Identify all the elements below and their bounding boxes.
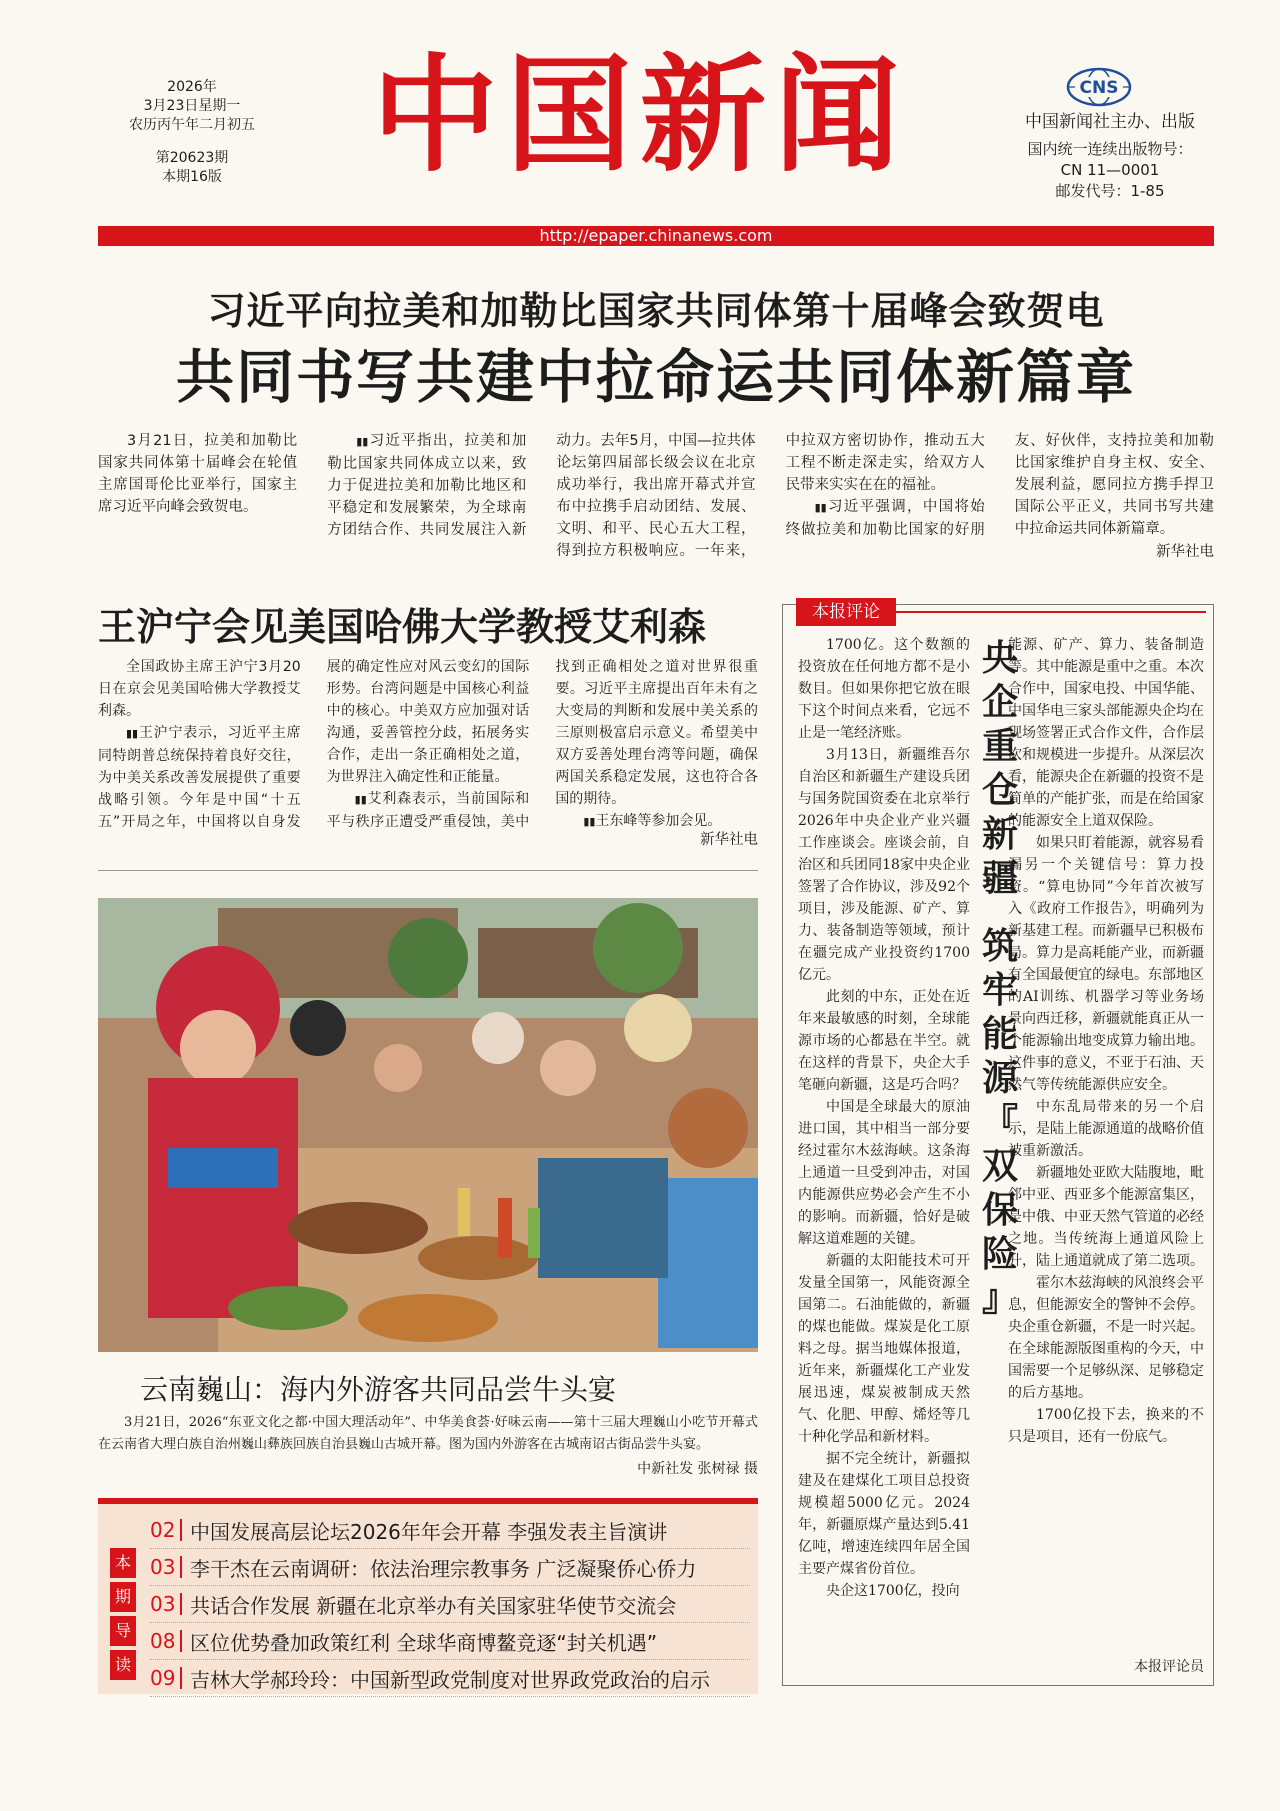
commentary-tag: 本报评论 xyxy=(796,598,896,626)
lead-paragraph: ▮▮ 习近平强调，中国将始终做拉美和加勒比国家的好朋友、好伙伴，支持拉美和加勒比国家维护自身主权、安全、发展利益，愿同拉方携手捍卫国际公平正义，共同书写共建中拉命运共同体新篇章。 xyxy=(786,430,1214,562)
guide-title: 区位优势叠加政策红利 全球华商博鳌竞逐“封关机遇” xyxy=(190,1630,658,1655)
guide-title: 吉林大学郝玲玲：中国新型政党制度对世界政党政治的启示 xyxy=(190,1667,710,1692)
commentary-paragraph: 1700亿投下去，换来的不只是项目，还有一份底气。 xyxy=(1008,1407,1204,1445)
guide-label-char: 导 xyxy=(110,1616,136,1646)
commentary-title-char: 疆 xyxy=(981,857,1018,899)
commentary-column-2 xyxy=(1008,634,1204,1670)
guide-label-char: 本 xyxy=(110,1548,136,1578)
date-year: 2026年 xyxy=(167,79,217,95)
guide-page: 03 xyxy=(150,1592,176,1616)
commentary-title-char: 』 xyxy=(981,1277,1018,1319)
lead-paragraph: ▮▮ 习近平指出，拉美和加勒比国家共同体成立以来，致力于促进拉美和加勒比地区和平稳定和发展繁荣，为全球南方团结合作、共同发展注入新动力。去年5月，中国—拉共体论坛第四届部长级会议在北京成功举行，我出席开幕式并宣布中拉携手启动团结、发展、文明、和平、民心五大工程，得到拉方积极响应。一年来，中拉双方密切协作，推动五大工程不断走深走实，给双方人民带来实实在在的福祉。 xyxy=(327,430,985,562)
second-article-body xyxy=(98,656,758,854)
commentary-paragraph: 新疆的太阳能技术可开发量全国第一，风能资源全国第二。石油能做的，新疆的煤也能做。煤炭是化工原料之母。据当地媒体报道，近年来，新疆煤化工产业发展迅速，煤炭被制成天然气、化肥、甲醇、烯烃等几十种化学品和新材料。 xyxy=(798,1253,970,1445)
guide-page: 09 xyxy=(150,1666,176,1690)
commentary-byline: 本报评论员 xyxy=(1134,1659,1204,1675)
commentary-paragraph: 中国是全球最大的原油进口国，其中相当一部分要经过霍尔木兹海峡。这条海上通道一旦受到冲击，对国内能源供应势必会产生不小的影响。而新疆，恰好是破解这道难题的关键。 xyxy=(798,1099,970,1247)
photo-credit: 中新社发 张树禄 摄 xyxy=(637,1461,758,1477)
commentary-tag-line xyxy=(896,611,1206,613)
second-paragraph: 全国政协主席王沪宁3月20日在京会见美国哈佛大学教授艾利森。 xyxy=(98,659,301,719)
commentary-title-char: 双 xyxy=(981,1145,1018,1187)
second-byline: 新华社电 xyxy=(700,832,758,848)
lead-article-body xyxy=(98,430,1214,562)
cns-logo xyxy=(1065,66,1133,108)
section-divider xyxy=(98,870,758,871)
guide-item[interactable] xyxy=(150,1512,750,1549)
commentary-paragraph: 中东乱局带来的另一个启示，是陆上能源通道的战略价值被重新激活。 xyxy=(1008,1099,1204,1159)
lead-headline: 共同书写共建中拉命运共同体新篇章 xyxy=(175,343,1136,411)
commentary-paragraph: 新疆地处亚欧大陆腹地，毗邻中亚、西亚多个能源富集区，是中俄、中亚天然气管道的必经之地。当传统海上通道风险上升，陆上通道就成了第二选项。 xyxy=(1008,1165,1204,1269)
commentary-title-char: 企 xyxy=(981,681,1018,723)
news-photo xyxy=(98,898,758,1352)
commentary-paragraph: 如果只盯着能源，就容易看漏另一个关键信号：算力投资。“算电协同”今年首次被写入《政府工作报告》，明确列为新基建工程。而新疆早已积极布局。算力是高耗能产业，而新疆有全国最便宜的绿电。东部地区的AI训练、机器学习等业务场景向西迁移，新疆就能真正从一个能源输出地变成算力输出地。这件事的意义，不亚于石油、天然气等传统能源供应安全。 xyxy=(1008,835,1204,1093)
lead-byline: 新华社电 xyxy=(1156,544,1214,560)
commentary-title-char: 保 xyxy=(981,1189,1018,1231)
commentary-paragraph: 1700亿。这个数额的投资放在任何地方都不是小数目。但如果你把它放在眼下这个时间点来看，它远不止是一笔经济账。 xyxy=(798,637,970,741)
publisher-block xyxy=(990,112,1230,202)
commentary-paragraph: 据不完全统计，新疆拟建及在建煤化工项目总投资规模超5000亿元。2024年，新疆原煤产量达到5.41亿吨，增速连续四年居全国主要产煤省份首位。 xyxy=(798,1451,970,1577)
date-day: 3月23日星期一 xyxy=(143,98,241,114)
serial-label: 国内统一连续出版物号： xyxy=(1027,140,1193,158)
second-paragraph: ▮▮ 王东峰等参加会见。 xyxy=(555,810,758,833)
guide-page: 08 xyxy=(150,1629,176,1653)
commentary-title-char: 能 xyxy=(981,1013,1018,1055)
guide-label-char: 期 xyxy=(110,1582,136,1612)
guide-item[interactable] xyxy=(150,1586,750,1623)
commentary-title-char: 新 xyxy=(981,813,1018,855)
second-paragraph: ▮▮ 艾利森表示，当前国际和平与秩序正遭受严重侵蚀，美中找到正确相处之道对世界很重要。习近平主席提出百年未有之大变局的判断和发展中美关系的三原则极富启示意义。希望美中双方妥善处理台湾等问题，确保两国关系稳定发展，这也符合各国的期待。 xyxy=(327,656,758,854)
guide-page: 03 xyxy=(150,1555,176,1579)
issue-number: 第20623期 xyxy=(155,150,229,166)
guide-label xyxy=(110,1548,136,1684)
newspaper-title: 中国新闻 xyxy=(372,41,908,189)
commentary-paragraph: 央企这1700亿，投向 xyxy=(826,1583,960,1599)
second-paragraph: ▮▮ 王沪宁表示，习近平主席同特朗普总统保持着良好交往，为中美关系改善发展提供了重要战略引领。今年是中国“十五五”开局之年，中国将以自身发展的确定性应对风云变幻的国际形势。台湾问题是中国核心利益中的核心。中美双方应加强对话沟通，妥善管控分歧，拓展务实合作，走出一条正确相处之道，为世界注入确定性和正能量。 xyxy=(98,656,529,854)
date-lunar: 农历丙午年二月初五 xyxy=(129,117,255,133)
commentary-title-char: 源 xyxy=(981,1057,1018,1099)
commentary-title-char: 『 xyxy=(981,1101,1018,1143)
cns-logo-text: CNS xyxy=(1079,78,1119,98)
second-headline: 王沪宁会见美国哈佛大学教授艾利森 xyxy=(98,604,707,649)
publisher: 中国新闻社主办、出版 xyxy=(1025,112,1195,132)
guide-label-char: 读 xyxy=(110,1650,136,1680)
commentary-paragraph: 能源、矿产、算力、装备制造等。其中能源是重中之重。本次合作中，国家电投、中国华能、中国华电三家头部能源央企均在现场签署正式合作文件，合作层次和规模进一步提升。从深层次看，能源央企在新疆的投资不是简单的产能扩张，而是在给国家的能源安全上道双保险。 xyxy=(1008,637,1204,829)
commentary-title-char: 筑 xyxy=(981,925,1018,967)
guide-list xyxy=(150,1512,750,1697)
serial-number: CN 11—0001 xyxy=(1060,161,1160,179)
guide-title: 李干杰在云南调研：依法治理宗教事务 广泛凝聚侨心侨力 xyxy=(190,1556,697,1581)
commentary-title-char: 央 xyxy=(981,637,1018,679)
guide-item[interactable] xyxy=(150,1623,750,1660)
commentary-paragraph: 3月13日，新疆维吾尔自治区和新疆生产建设兵团与国务院国资委在北京举行2026年中央企业产业兴疆工作座谈会。座谈会前，自治区和兵团同18家中央企业签署了合作协议，涉及92个项目，涉及能源、矿产、算力、装备制造等领域，预计在疆完成产业投资约1700亿元。 xyxy=(798,747,970,983)
url-link[interactable]: http://epaper.chinanews.com xyxy=(539,226,773,245)
commentary-title-char: 险 xyxy=(981,1233,1018,1275)
date-block xyxy=(92,78,292,187)
lead-kicker: 习近平向拉美和加勒比国家共同体第十届峰会致贺电 xyxy=(207,288,1105,333)
guide-title: 共话合作发展 新疆在北京举办有关国家驻华使节交流会 xyxy=(190,1593,677,1618)
commentary-paragraph: 此刻的中东，正处在近年来最敏感的时刻，全球能源市场的心都悬在半空。就在这样的背景下，央企大手笔砸向新疆，这是巧合吗？ xyxy=(798,989,970,1093)
lead-paragraph: 3月21日，拉美和加勒比国家共同体第十届峰会在轮值主席国哥伦比亚举行，国家主席习近平向峰会致贺电。 xyxy=(98,433,298,515)
commentary-title-char: 重 xyxy=(981,725,1018,767)
postal-code: 邮发代号：1-85 xyxy=(1055,182,1165,200)
guide-page: 02 xyxy=(150,1518,176,1542)
issue-pages: 本期16版 xyxy=(162,169,222,185)
photo-caption-title: 云南巍山：海内外游客共同品尝牛头宴 xyxy=(140,1373,617,1406)
photo-caption-text: 3月21日，2026“东亚文化之都·中国大理活动年”、中华美食荟·好味云南——第十三届大理巍山小吃节开幕式在云南省大理白族自治州巍山彝族回族自治县巍山古城开幕。图为国内外游客在古城南诏古街品尝牛头宴。 xyxy=(98,1415,758,1452)
guide-item[interactable] xyxy=(150,1549,750,1586)
commentary-paragraph: 霍尔木兹海峡的风浪终会平息，但能源安全的警钟不会停。央企重仓新疆，不是一时兴起。在全球能源版图重构的今天，中国需要一个足够纵深、足够稳定的后方基地。 xyxy=(1008,1275,1204,1401)
commentary-title-char: 仓 xyxy=(981,769,1018,811)
commentary-column-1 xyxy=(798,634,970,1670)
guide-title: 中国发展高层论坛2026年年会开幕 李强发表主旨演讲 xyxy=(190,1519,668,1544)
guide-item[interactable] xyxy=(150,1660,750,1697)
commentary-title-char: 牢 xyxy=(981,969,1018,1011)
